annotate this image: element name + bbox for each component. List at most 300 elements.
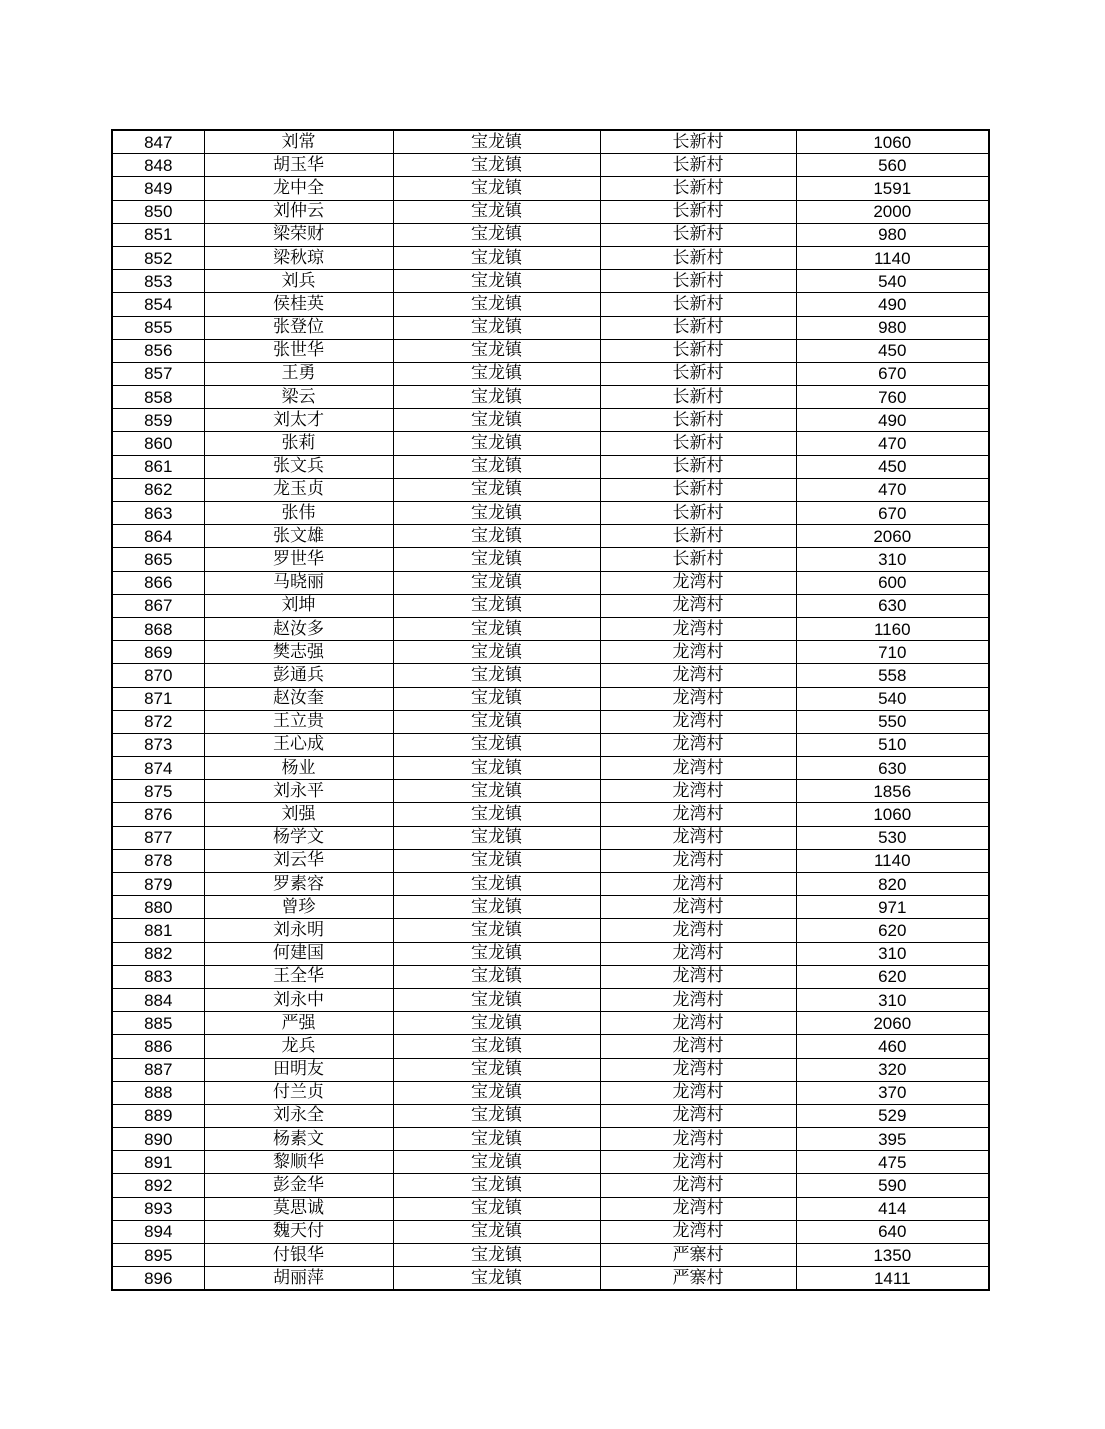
name-cell: 彭金华 [204,1174,393,1197]
roster-table-body [112,130,989,1290]
amount-cell: 490 [796,409,989,432]
row-number-cell: 880 [112,896,204,919]
village-cell: 龙湾村 [600,826,796,849]
row-number-cell: 877 [112,826,204,849]
amount-cell: 590 [796,1174,989,1197]
village-cell: 龙湾村 [600,1012,796,1035]
village-cell: 严寨村 [600,1244,796,1267]
amount-cell: 550 [796,710,989,733]
village-cell: 龙湾村 [600,1058,796,1081]
name-cell: 龙兵 [204,1035,393,1058]
table-row [112,339,989,362]
town-cell: 宝龙镇 [393,130,600,154]
town-cell: 宝龙镇 [393,942,600,965]
amount-cell: 529 [796,1104,989,1127]
name-cell: 罗素容 [204,873,393,896]
town-cell: 宝龙镇 [393,1174,600,1197]
amount-cell: 490 [796,293,989,316]
amount-cell: 470 [796,478,989,501]
village-cell: 龙湾村 [600,641,796,664]
town-cell: 宝龙镇 [393,687,600,710]
table-row [112,1128,989,1151]
name-cell: 张伟 [204,502,393,525]
amount-cell: 620 [796,965,989,988]
village-cell: 长新村 [600,478,796,501]
village-cell: 长新村 [600,223,796,246]
table-row [112,1267,989,1291]
table-row [112,1035,989,1058]
village-cell: 长新村 [600,525,796,548]
amount-cell: 710 [796,641,989,664]
amount-cell: 1140 [796,246,989,269]
village-cell: 龙湾村 [600,942,796,965]
village-cell: 长新村 [600,154,796,177]
town-cell: 宝龙镇 [393,177,600,200]
row-number-cell: 866 [112,571,204,594]
village-cell: 长新村 [600,455,796,478]
town-cell: 宝龙镇 [393,455,600,478]
village-cell: 龙湾村 [600,617,796,640]
town-cell: 宝龙镇 [393,1151,600,1174]
amount-cell: 2060 [796,1012,989,1035]
amount-cell: 414 [796,1197,989,1220]
amount-cell: 1856 [796,780,989,803]
village-cell: 龙湾村 [600,1128,796,1151]
amount-cell: 540 [796,270,989,293]
table-row [112,154,989,177]
table-row [112,223,989,246]
row-number-cell: 852 [112,246,204,269]
name-cell: 刘常 [204,130,393,154]
row-number-cell: 860 [112,432,204,455]
row-number-cell: 850 [112,200,204,223]
row-number-cell: 867 [112,594,204,617]
row-number-cell: 873 [112,733,204,756]
table-row [112,571,989,594]
table-row [112,455,989,478]
row-number-cell: 848 [112,154,204,177]
row-number-cell: 882 [112,942,204,965]
amount-cell: 470 [796,432,989,455]
name-cell: 樊志强 [204,641,393,664]
row-number-cell: 859 [112,409,204,432]
name-cell: 梁秋琼 [204,246,393,269]
name-cell: 侯桂英 [204,293,393,316]
amount-cell: 1591 [796,177,989,200]
town-cell: 宝龙镇 [393,1104,600,1127]
name-cell: 刘永中 [204,988,393,1011]
name-cell: 罗世华 [204,548,393,571]
table-row [112,780,989,803]
village-cell: 龙湾村 [600,710,796,733]
table-row [112,316,989,339]
name-cell: 魏天付 [204,1220,393,1243]
village-cell: 龙湾村 [600,1035,796,1058]
village-cell: 长新村 [600,177,796,200]
town-cell: 宝龙镇 [393,200,600,223]
table-row [112,1220,989,1243]
row-number-cell: 863 [112,502,204,525]
name-cell: 刘坤 [204,594,393,617]
amount-cell: 971 [796,896,989,919]
table-row [112,1244,989,1267]
row-number-cell: 870 [112,664,204,687]
row-number-cell: 893 [112,1197,204,1220]
table-row [112,409,989,432]
town-cell: 宝龙镇 [393,710,600,733]
village-cell: 龙湾村 [600,965,796,988]
name-cell: 刘兵 [204,270,393,293]
town-cell: 宝龙镇 [393,293,600,316]
name-cell: 刘强 [204,803,393,826]
amount-cell: 980 [796,223,989,246]
town-cell: 宝龙镇 [393,525,600,548]
town-cell: 宝龙镇 [393,757,600,780]
amount-cell: 600 [796,571,989,594]
amount-cell: 370 [796,1081,989,1104]
table-row [112,641,989,664]
village-cell: 龙湾村 [600,849,796,872]
village-cell: 龙湾村 [600,780,796,803]
table-row [112,594,989,617]
town-cell: 宝龙镇 [393,965,600,988]
name-cell: 刘仲云 [204,200,393,223]
town-cell: 宝龙镇 [393,409,600,432]
table-row [112,502,989,525]
row-number-cell: 887 [112,1058,204,1081]
table-row [112,942,989,965]
row-number-cell: 895 [112,1244,204,1267]
town-cell: 宝龙镇 [393,1220,600,1243]
table-row [112,130,989,154]
village-cell: 龙湾村 [600,687,796,710]
name-cell: 赵汝奎 [204,687,393,710]
town-cell: 宝龙镇 [393,270,600,293]
amount-cell: 460 [796,1035,989,1058]
village-cell: 长新村 [600,270,796,293]
table-row [112,1081,989,1104]
village-cell: 龙湾村 [600,1151,796,1174]
row-number-cell: 862 [112,478,204,501]
town-cell: 宝龙镇 [393,1128,600,1151]
village-cell: 长新村 [600,130,796,154]
amount-cell: 1160 [796,617,989,640]
name-cell: 龙中全 [204,177,393,200]
town-cell: 宝龙镇 [393,502,600,525]
name-cell: 彭通兵 [204,664,393,687]
table-row [112,803,989,826]
name-cell: 张世华 [204,339,393,362]
row-number-cell: 854 [112,293,204,316]
name-cell: 刘永全 [204,1104,393,1127]
row-number-cell: 885 [112,1012,204,1035]
town-cell: 宝龙镇 [393,1244,600,1267]
name-cell: 田明友 [204,1058,393,1081]
name-cell: 梁云 [204,386,393,409]
town-cell: 宝龙镇 [393,803,600,826]
name-cell: 王全华 [204,965,393,988]
town-cell: 宝龙镇 [393,780,600,803]
row-number-cell: 864 [112,525,204,548]
village-cell: 龙湾村 [600,1174,796,1197]
row-number-cell: 892 [112,1174,204,1197]
amount-cell: 310 [796,548,989,571]
name-cell: 黎顺华 [204,1151,393,1174]
amount-cell: 450 [796,455,989,478]
village-cell: 龙湾村 [600,1197,796,1220]
amount-cell: 540 [796,687,989,710]
name-cell: 刘云华 [204,849,393,872]
table-row [112,1058,989,1081]
name-cell: 梁荣财 [204,223,393,246]
row-number-cell: 890 [112,1128,204,1151]
table-row [112,896,989,919]
name-cell: 王立贵 [204,710,393,733]
name-cell: 胡丽萍 [204,1267,393,1291]
table-row [112,548,989,571]
name-cell: 张莉 [204,432,393,455]
town-cell: 宝龙镇 [393,1197,600,1220]
name-cell: 张登位 [204,316,393,339]
village-cell: 长新村 [600,432,796,455]
town-cell: 宝龙镇 [393,873,600,896]
row-number-cell: 889 [112,1104,204,1127]
village-cell: 龙湾村 [600,733,796,756]
village-cell: 长新村 [600,386,796,409]
town-cell: 宝龙镇 [393,246,600,269]
amount-cell: 310 [796,942,989,965]
table-row [112,1174,989,1197]
row-number-cell: 855 [112,316,204,339]
name-cell: 刘永明 [204,919,393,942]
name-cell: 胡玉华 [204,154,393,177]
name-cell: 杨学文 [204,826,393,849]
town-cell: 宝龙镇 [393,223,600,246]
name-cell: 付兰贞 [204,1081,393,1104]
row-number-cell: 847 [112,130,204,154]
row-number-cell: 884 [112,988,204,1011]
table-row [112,710,989,733]
row-number-cell: 874 [112,757,204,780]
amount-cell: 530 [796,826,989,849]
name-cell: 杨素文 [204,1128,393,1151]
amount-cell: 395 [796,1128,989,1151]
name-cell: 马晓丽 [204,571,393,594]
table-row [112,1197,989,1220]
table-row [112,873,989,896]
village-cell: 龙湾村 [600,594,796,617]
village-cell: 严寨村 [600,1267,796,1291]
row-number-cell: 858 [112,386,204,409]
town-cell: 宝龙镇 [393,1012,600,1035]
amount-cell: 1140 [796,849,989,872]
village-cell: 长新村 [600,316,796,339]
amount-cell: 640 [796,1220,989,1243]
row-number-cell: 861 [112,455,204,478]
row-number-cell: 894 [112,1220,204,1243]
name-cell: 刘永平 [204,780,393,803]
table-row [112,478,989,501]
table-row [112,293,989,316]
name-cell: 张文兵 [204,455,393,478]
table-row [112,177,989,200]
table-row [112,200,989,223]
table-row [112,432,989,455]
village-cell: 长新村 [600,293,796,316]
village-cell: 龙湾村 [600,896,796,919]
amount-cell: 450 [796,339,989,362]
table-row [112,965,989,988]
row-number-cell: 883 [112,965,204,988]
table-row [112,826,989,849]
table-row [112,849,989,872]
name-cell: 龙玉贞 [204,478,393,501]
town-cell: 宝龙镇 [393,154,600,177]
town-cell: 宝龙镇 [393,432,600,455]
amount-cell: 630 [796,757,989,780]
amount-cell: 1350 [796,1244,989,1267]
town-cell: 宝龙镇 [393,988,600,1011]
town-cell: 宝龙镇 [393,548,600,571]
town-cell: 宝龙镇 [393,362,600,385]
village-cell: 龙湾村 [600,1220,796,1243]
amount-cell: 1411 [796,1267,989,1291]
table-row [112,664,989,687]
village-cell: 龙湾村 [600,873,796,896]
village-cell: 长新村 [600,502,796,525]
row-number-cell: 857 [112,362,204,385]
row-number-cell: 856 [112,339,204,362]
town-cell: 宝龙镇 [393,316,600,339]
town-cell: 宝龙镇 [393,919,600,942]
row-number-cell: 881 [112,919,204,942]
village-cell: 龙湾村 [600,1081,796,1104]
row-number-cell: 868 [112,617,204,640]
amount-cell: 670 [796,502,989,525]
town-cell: 宝龙镇 [393,1267,600,1291]
town-cell: 宝龙镇 [393,896,600,919]
town-cell: 宝龙镇 [393,826,600,849]
row-number-cell: 886 [112,1035,204,1058]
amount-cell: 2000 [796,200,989,223]
amount-cell: 320 [796,1058,989,1081]
name-cell: 曾珍 [204,896,393,919]
village-cell: 龙湾村 [600,919,796,942]
village-cell: 龙湾村 [600,1104,796,1127]
village-cell: 龙湾村 [600,757,796,780]
town-cell: 宝龙镇 [393,1035,600,1058]
town-cell: 宝龙镇 [393,1081,600,1104]
name-cell: 赵汝多 [204,617,393,640]
row-number-cell: 871 [112,687,204,710]
amount-cell: 310 [796,988,989,1011]
village-cell: 龙湾村 [600,803,796,826]
amount-cell: 510 [796,733,989,756]
row-number-cell: 872 [112,710,204,733]
row-number-cell: 879 [112,873,204,896]
row-number-cell: 891 [112,1151,204,1174]
amount-cell: 760 [796,386,989,409]
name-cell: 刘太才 [204,409,393,432]
amount-cell: 1060 [796,130,989,154]
town-cell: 宝龙镇 [393,1058,600,1081]
village-cell: 龙湾村 [600,988,796,1011]
town-cell: 宝龙镇 [393,339,600,362]
town-cell: 宝龙镇 [393,571,600,594]
row-number-cell: 849 [112,177,204,200]
name-cell: 何建国 [204,942,393,965]
village-cell: 长新村 [600,409,796,432]
name-cell: 王心成 [204,733,393,756]
table-row [112,757,989,780]
row-number-cell: 876 [112,803,204,826]
amount-cell: 820 [796,873,989,896]
row-number-cell: 869 [112,641,204,664]
town-cell: 宝龙镇 [393,849,600,872]
amount-cell: 475 [796,1151,989,1174]
table-row [112,362,989,385]
amount-cell: 980 [796,316,989,339]
table-row [112,386,989,409]
table-row [112,1151,989,1174]
village-cell: 长新村 [600,246,796,269]
table-row [112,733,989,756]
village-cell: 长新村 [600,339,796,362]
table-row [112,1104,989,1127]
row-number-cell: 896 [112,1267,204,1291]
amount-cell: 560 [796,154,989,177]
table-row [112,988,989,1011]
row-number-cell: 888 [112,1081,204,1104]
amount-cell: 620 [796,919,989,942]
village-cell: 长新村 [600,200,796,223]
table-row [112,270,989,293]
row-number-cell: 865 [112,548,204,571]
table-row [112,617,989,640]
town-cell: 宝龙镇 [393,594,600,617]
name-cell: 杨业 [204,757,393,780]
village-cell: 龙湾村 [600,664,796,687]
name-cell: 莫思诚 [204,1197,393,1220]
row-number-cell: 878 [112,849,204,872]
row-number-cell: 875 [112,780,204,803]
town-cell: 宝龙镇 [393,641,600,664]
table-row [112,919,989,942]
amount-cell: 558 [796,664,989,687]
name-cell: 严强 [204,1012,393,1035]
village-cell: 长新村 [600,548,796,571]
town-cell: 宝龙镇 [393,386,600,409]
town-cell: 宝龙镇 [393,478,600,501]
name-cell: 付银华 [204,1244,393,1267]
amount-cell: 2060 [796,525,989,548]
town-cell: 宝龙镇 [393,733,600,756]
row-number-cell: 851 [112,223,204,246]
table-row [112,525,989,548]
amount-cell: 630 [796,594,989,617]
table-row [112,1012,989,1035]
town-cell: 宝龙镇 [393,664,600,687]
table-row [112,687,989,710]
amount-cell: 1060 [796,803,989,826]
town-cell: 宝龙镇 [393,617,600,640]
village-cell: 长新村 [600,362,796,385]
name-cell: 王勇 [204,362,393,385]
row-number-cell: 853 [112,270,204,293]
amount-cell: 670 [796,362,989,385]
table-row [112,246,989,269]
village-cell: 龙湾村 [600,571,796,594]
